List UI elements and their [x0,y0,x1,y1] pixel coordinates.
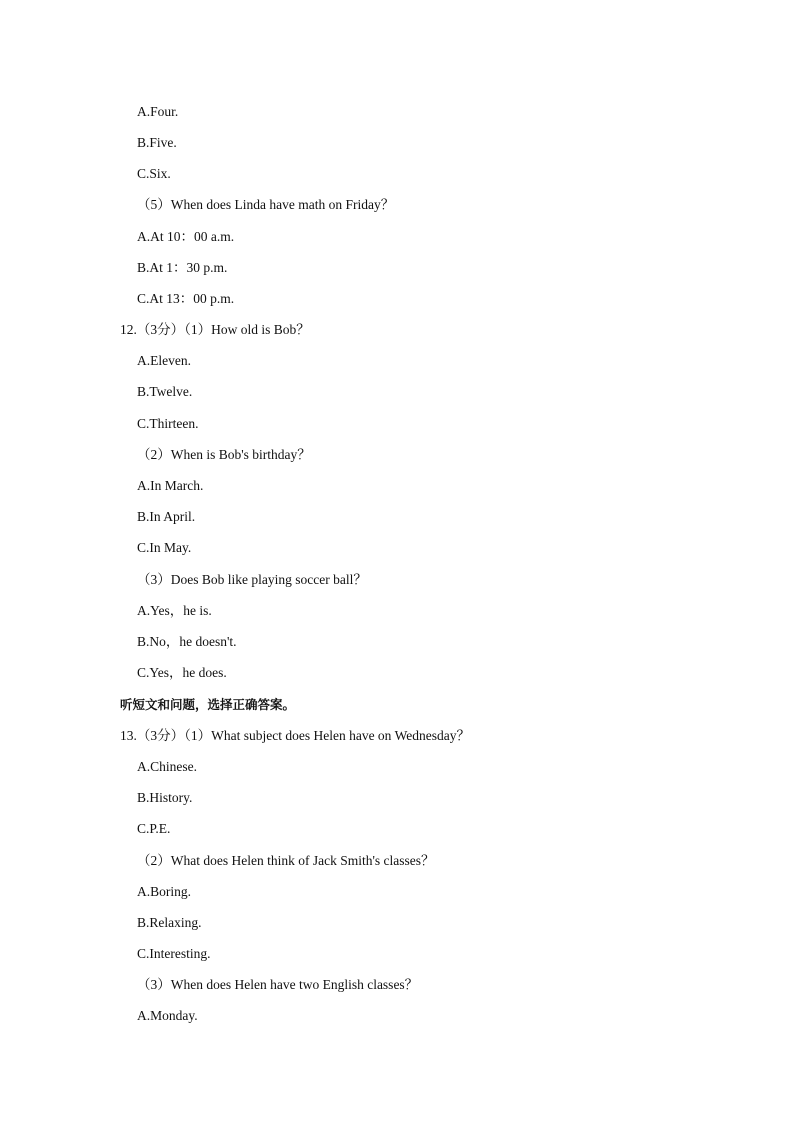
option-b-history: B.History. [137,790,193,805]
option-a-yes-is: A.Yes，he is. [137,603,212,618]
option-a-chinese: A.Chinese. [137,759,197,774]
question-12-2: （2）When is Bob's birthday？ [137,447,311,462]
question-12-1: 12.（3分）（1）How old is Bob？ [120,322,310,337]
option-b-twelve: B.Twelve. [137,384,193,399]
question-12-3: （3）Does Bob like playing soccer ball？ [137,572,367,587]
question-13-3: （3）When does Helen have two English classes？ [137,977,419,992]
question-13-1: 13.（3分）（1）What subject does Helen have on Wednesday？ [120,728,470,743]
option-c-pe: C.P.E. [137,821,171,836]
option-c-six: C.Six. [137,166,171,181]
question-13-2: （2）What does Helen think of Jack Smith's classes？ [137,853,435,868]
option-a-10am: A.At 10：00 a.m. [137,229,235,244]
option-b-no-doesnt: B.No，he doesn't. [137,634,237,649]
option-b-relaxing: B.Relaxing. [137,915,202,930]
option-b-april: B.In April. [137,509,196,524]
section-heading: 听短文和问题，选择正确答案。 [120,697,296,712]
option-a-four: A.Four. [137,104,179,119]
option-a-monday: A.Monday. [137,1008,198,1023]
option-c-yes-does: C.Yes，he does. [137,665,227,680]
option-a-march: A.In March. [137,478,204,493]
option-c-13pm: C.At 13：00 p.m. [137,291,235,306]
option-a-eleven: A.Eleven. [137,353,191,368]
option-b-130pm: B.At 1：30 p.m. [137,260,228,275]
option-c-interesting: C.Interesting. [137,946,211,961]
question-11-5: （5）When does Linda have math on Friday？ [137,197,395,212]
option-c-thirteen: C.Thirteen. [137,416,199,431]
option-b-five: B.Five. [137,135,177,150]
option-c-may: C.In May. [137,540,192,555]
option-a-boring: A.Boring. [137,884,191,899]
